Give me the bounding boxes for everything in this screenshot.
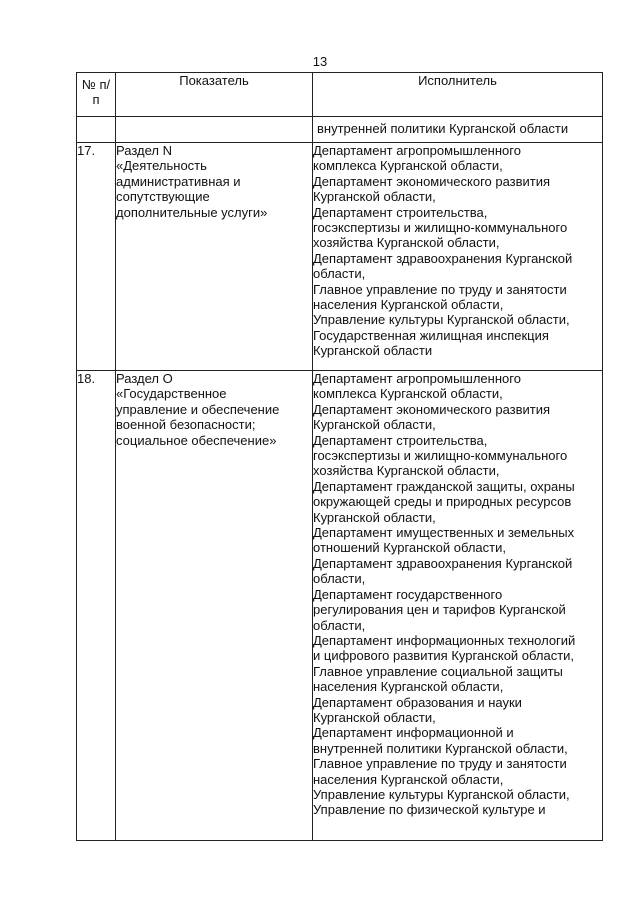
table-row: [77, 143, 603, 371]
cell-executor: [313, 143, 603, 371]
cell-executor: [313, 371, 603, 841]
executor-line: области,: [313, 571, 366, 587]
indicator-line: управление и обеспечение: [116, 401, 280, 417]
executor-line: Департамент государственного: [313, 586, 503, 602]
executors-table: [76, 72, 603, 841]
indicator-line: Раздел О: [116, 371, 173, 386]
executor-line: окружающей среды и природных ресурсов: [313, 494, 572, 510]
executor-line: населения Курганской области,: [313, 297, 504, 313]
executor-line: области,: [313, 266, 366, 282]
executor-line: Департамент образования и науки: [313, 694, 522, 710]
header-number: [77, 73, 116, 117]
page-number: 13: [312, 54, 328, 69]
executor-line: регулирования цен и тарифов Курганской: [313, 602, 566, 618]
indicator-line: сопутствующие: [116, 189, 210, 205]
executor-line: населения Курганской области,: [313, 679, 504, 695]
executor-line: Курганской области,: [313, 509, 436, 525]
cell-indicator: [116, 371, 313, 841]
indicator-line: социальное обеспечение»: [116, 432, 277, 448]
executor-line: населения Курганской области,: [313, 771, 504, 787]
executor-line: Департамент строительства,: [313, 432, 488, 448]
executor-line: комплекса Курганской области,: [313, 386, 503, 402]
executor-line: Департамент агропромышленного: [313, 143, 521, 158]
indicator-line: «Государственное: [116, 386, 227, 402]
executor-line: Главное управление по труду и занятости: [313, 756, 567, 772]
executor-line: Департамент имущественных и земельных: [313, 525, 575, 541]
indicator-line: «Деятельность: [116, 158, 207, 174]
indicator-line: Раздел N: [116, 143, 172, 158]
executor-line: комплекса Курганской области,: [313, 158, 503, 174]
cell-indicator: [116, 117, 313, 143]
executor-line: Департамент информационной и: [313, 725, 514, 741]
cell-number: 18.: [77, 371, 116, 841]
executor-line: Курганской области: [313, 343, 433, 359]
cell-executor: [313, 117, 603, 143]
cell-number: 17.: [77, 143, 116, 371]
header-number-line: п: [92, 92, 100, 108]
executor-line: госэкспертизы и жилищно-коммунального: [313, 220, 568, 236]
executor-line: и цифрового развития Курганской области,: [313, 648, 575, 664]
executor-line: Управление по физической культуре и: [313, 802, 546, 818]
header-number-line: № п/: [81, 77, 111, 92]
executor-line: Департамент экономического развития: [313, 401, 551, 417]
executor-line: Департамент агропромышленного: [313, 371, 521, 386]
table-row-continuation: [77, 117, 603, 143]
header-indicator: Показатель: [116, 73, 313, 117]
executor-line: Департамент экономического развития: [313, 173, 551, 189]
executor-line: Курганской области,: [313, 189, 436, 205]
executor-line: Государственная жилищная инспекция: [313, 327, 549, 343]
header-executor: Исполнитель: [313, 73, 603, 117]
executor-line: Департамент здравоохранения Курганской: [313, 250, 573, 266]
executor-line: Курганской области,: [313, 709, 436, 725]
executor-line: отношений Курганской области,: [313, 540, 506, 556]
executor-line: внутренней политики Курганской области: [317, 121, 569, 136]
executor-line: внутренней политики Курганской области,: [313, 740, 568, 756]
executor-line: Департамент строительства,: [313, 204, 488, 220]
indicator-line: военной безопасности;: [116, 417, 256, 433]
executor-line: Главное управление социальной защиты: [313, 663, 563, 679]
executor-line: Управление культуры Курганской области,: [313, 312, 570, 328]
executor-line: хозяйства Курганской области,: [313, 235, 500, 251]
table-row: [77, 371, 603, 841]
cell-indicator: [116, 143, 313, 371]
cell-number: [77, 117, 116, 143]
executor-line: области,: [313, 617, 366, 633]
executor-line: Департамент здравоохранения Курганской: [313, 555, 573, 571]
executor-line: хозяйства Курганской области,: [313, 463, 500, 479]
indicator-line: административная и: [116, 173, 241, 189]
executor-line: Курганской области,: [313, 417, 436, 433]
table-header-row: [77, 73, 603, 117]
executor-line: Главное управление по труду и занятости: [313, 281, 567, 297]
executor-line: Департамент гражданской защиты, охраны: [313, 478, 575, 494]
executor-line: Департамент информационных технологий: [313, 632, 576, 648]
executor-line: Управление культуры Курганской области,: [313, 786, 570, 802]
executor-line: госэкспертизы и жилищно-коммунального: [313, 448, 568, 464]
indicator-line: дополнительные услуги»: [116, 204, 268, 220]
